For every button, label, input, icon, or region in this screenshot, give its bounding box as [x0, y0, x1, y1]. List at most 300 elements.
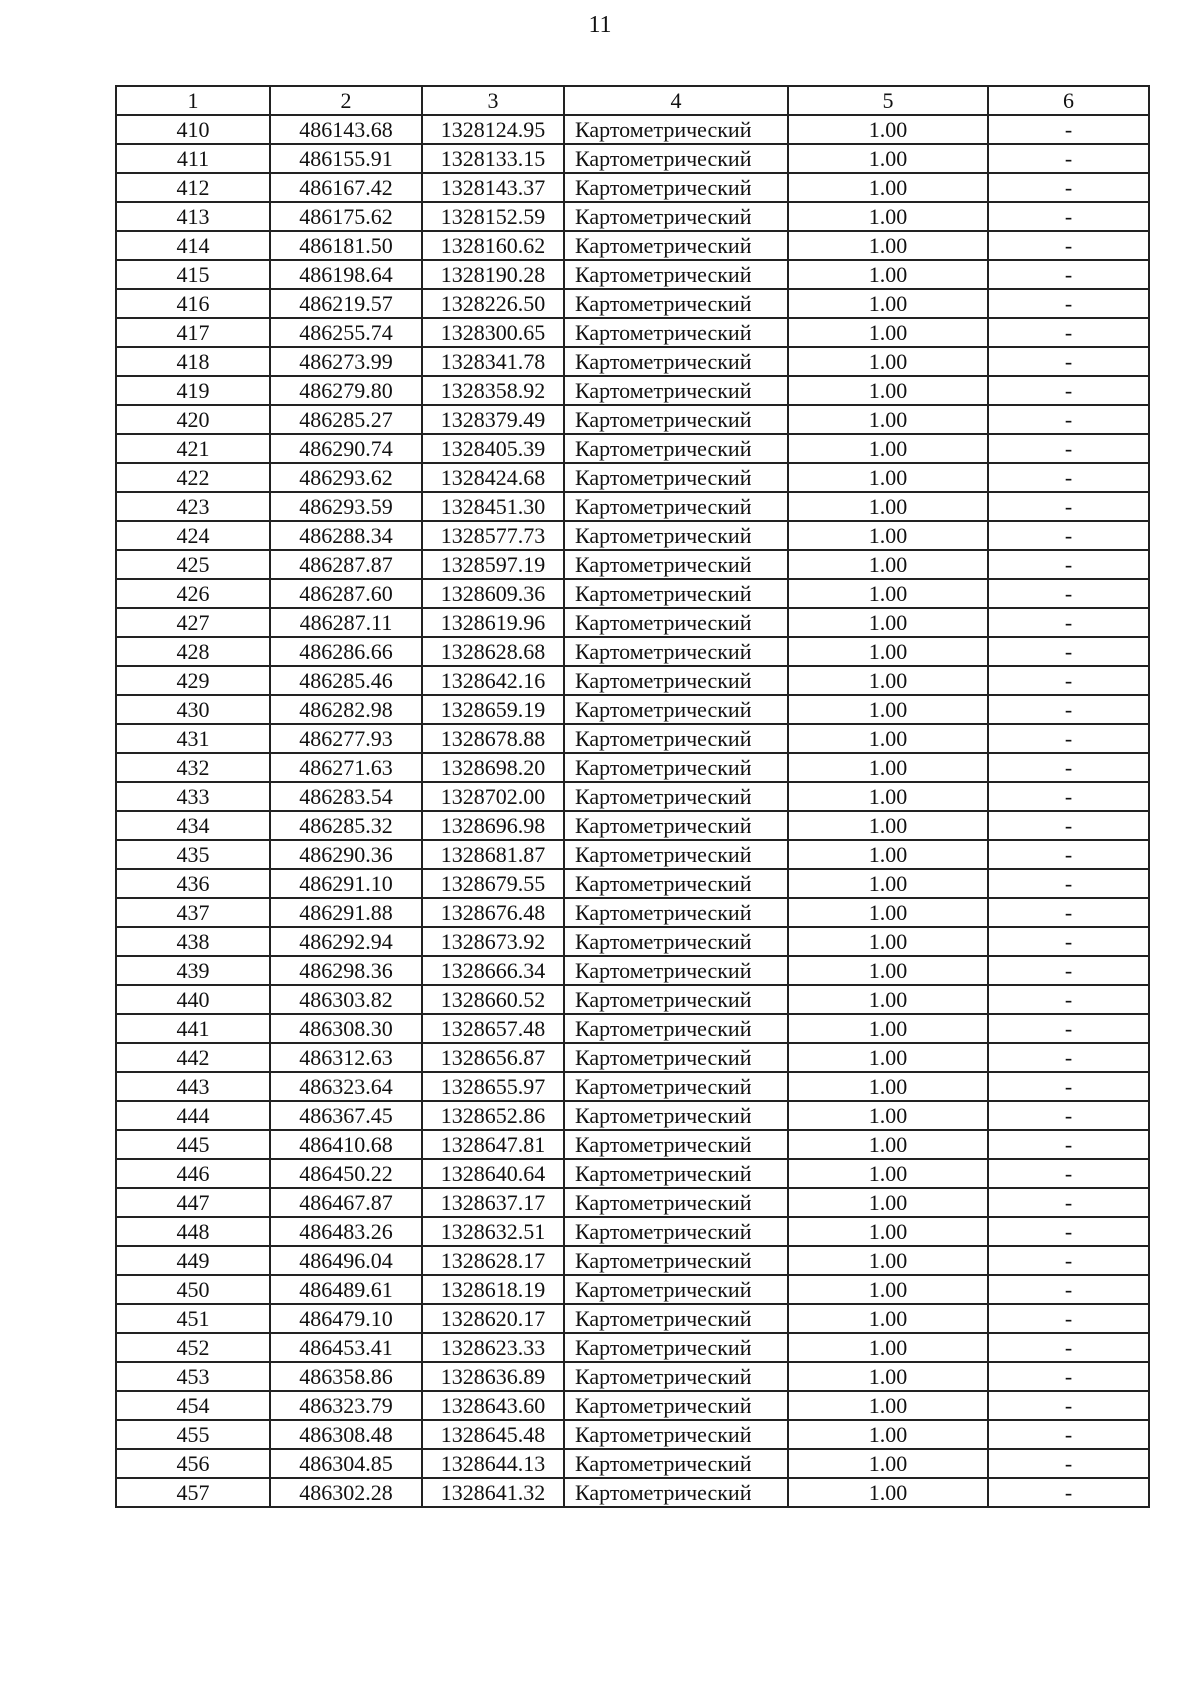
cell-y-coordinate: 1328678.88	[422, 724, 564, 753]
cell-method: Картометрический	[564, 1217, 788, 1246]
cell-note: -	[988, 1478, 1149, 1507]
cell-point-number: 439	[116, 956, 270, 985]
cell-x-coordinate: 486290.36	[270, 840, 422, 869]
cell-y-coordinate: 1328405.39	[422, 434, 564, 463]
cell-point-number: 449	[116, 1246, 270, 1275]
cell-note: -	[988, 492, 1149, 521]
cell-method: Картометрический	[564, 231, 788, 260]
table-row	[116, 289, 1149, 318]
cell-note: -	[988, 521, 1149, 550]
cell-y-coordinate: 1328640.64	[422, 1159, 564, 1188]
table-row	[116, 1072, 1149, 1101]
table-row	[116, 956, 1149, 985]
cell-y-coordinate: 1328597.19	[422, 550, 564, 579]
cell-point-number: 444	[116, 1101, 270, 1130]
cell-y-coordinate: 1328628.17	[422, 1246, 564, 1275]
cell-x-coordinate: 486479.10	[270, 1304, 422, 1333]
cell-point-number: 414	[116, 231, 270, 260]
cell-note: -	[988, 956, 1149, 985]
cell-note: -	[988, 1449, 1149, 1478]
cell-x-coordinate: 486483.26	[270, 1217, 422, 1246]
table-row	[116, 724, 1149, 753]
cell-method: Картометрический	[564, 376, 788, 405]
cell-y-coordinate: 1328143.37	[422, 173, 564, 202]
cell-x-coordinate: 486293.62	[270, 463, 422, 492]
table-row	[116, 1101, 1149, 1130]
cell-y-coordinate: 1328696.98	[422, 811, 564, 840]
cell-x-coordinate: 486450.22	[270, 1159, 422, 1188]
cell-note: -	[988, 1130, 1149, 1159]
cell-y-coordinate: 1328577.73	[422, 521, 564, 550]
cell-x-coordinate: 486143.68	[270, 115, 422, 144]
cell-note: -	[988, 1333, 1149, 1362]
cell-method: Картометрический	[564, 579, 788, 608]
cell-point-number: 411	[116, 144, 270, 173]
cell-method: Картометрический	[564, 1391, 788, 1420]
cell-point-number: 421	[116, 434, 270, 463]
cell-point-number: 445	[116, 1130, 270, 1159]
cell-x-coordinate: 486271.63	[270, 753, 422, 782]
cell-note: -	[988, 898, 1149, 927]
cell-y-coordinate: 1328636.89	[422, 1362, 564, 1391]
table-row	[116, 579, 1149, 608]
cell-accuracy: 1.00	[788, 1246, 988, 1275]
cell-point-number: 418	[116, 347, 270, 376]
cell-accuracy: 1.00	[788, 1217, 988, 1246]
table-row	[116, 927, 1149, 956]
cell-note: -	[988, 173, 1149, 202]
cell-note: -	[988, 1420, 1149, 1449]
cell-point-number: 435	[116, 840, 270, 869]
cell-x-coordinate: 486496.04	[270, 1246, 422, 1275]
cell-point-number: 452	[116, 1333, 270, 1362]
cell-point-number: 457	[116, 1478, 270, 1507]
cell-method: Картометрический	[564, 550, 788, 579]
cell-y-coordinate: 1328642.16	[422, 666, 564, 695]
cell-method: Картометрический	[564, 434, 788, 463]
table-row	[116, 1391, 1149, 1420]
table-row	[116, 1420, 1149, 1449]
cell-method: Картометрический	[564, 1130, 788, 1159]
cell-accuracy: 1.00	[788, 318, 988, 347]
cell-method: Картометрический	[564, 347, 788, 376]
cell-accuracy: 1.00	[788, 1072, 988, 1101]
table-row	[116, 782, 1149, 811]
table-row	[116, 840, 1149, 869]
cell-method: Картометрический	[564, 811, 788, 840]
cell-x-coordinate: 486291.10	[270, 869, 422, 898]
cell-x-coordinate: 486273.99	[270, 347, 422, 376]
cell-point-number: 450	[116, 1275, 270, 1304]
cell-x-coordinate: 486290.74	[270, 434, 422, 463]
cell-accuracy: 1.00	[788, 1101, 988, 1130]
cell-accuracy: 1.00	[788, 1130, 988, 1159]
cell-y-coordinate: 1328637.17	[422, 1188, 564, 1217]
cell-note: -	[988, 1101, 1149, 1130]
cell-x-coordinate: 486467.87	[270, 1188, 422, 1217]
cell-point-number: 429	[116, 666, 270, 695]
cell-method: Картометрический	[564, 1043, 788, 1072]
cell-y-coordinate: 1328190.28	[422, 260, 564, 289]
cell-accuracy: 1.00	[788, 1420, 988, 1449]
cell-point-number: 422	[116, 463, 270, 492]
cell-point-number: 428	[116, 637, 270, 666]
cell-accuracy: 1.00	[788, 1159, 988, 1188]
cell-accuracy: 1.00	[788, 1391, 988, 1420]
cell-point-number: 448	[116, 1217, 270, 1246]
table-row	[116, 1449, 1149, 1478]
cell-y-coordinate: 1328643.60	[422, 1391, 564, 1420]
cell-note: -	[988, 347, 1149, 376]
cell-accuracy: 1.00	[788, 231, 988, 260]
cell-y-coordinate: 1328641.32	[422, 1478, 564, 1507]
cell-note: -	[988, 260, 1149, 289]
cell-accuracy: 1.00	[788, 144, 988, 173]
cell-y-coordinate: 1328379.49	[422, 405, 564, 434]
cell-y-coordinate: 1328300.65	[422, 318, 564, 347]
table-row	[116, 1188, 1149, 1217]
table-row	[116, 347, 1149, 376]
cell-method: Картометрический	[564, 521, 788, 550]
cell-note: -	[988, 608, 1149, 637]
cell-point-number: 441	[116, 1014, 270, 1043]
page-number: 11	[588, 12, 612, 38]
cell-y-coordinate: 1328358.92	[422, 376, 564, 405]
cell-y-coordinate: 1328632.51	[422, 1217, 564, 1246]
cell-note: -	[988, 637, 1149, 666]
cell-method: Картометрический	[564, 492, 788, 521]
cell-method: Картометрический	[564, 1159, 788, 1188]
cell-accuracy: 1.00	[788, 927, 988, 956]
cell-point-number: 443	[116, 1072, 270, 1101]
cell-point-number: 415	[116, 260, 270, 289]
cell-y-coordinate: 1328660.52	[422, 985, 564, 1014]
cell-accuracy: 1.00	[788, 1188, 988, 1217]
cell-note: -	[988, 202, 1149, 231]
cell-x-coordinate: 486323.79	[270, 1391, 422, 1420]
cell-method: Картометрический	[564, 840, 788, 869]
cell-note: -	[988, 1188, 1149, 1217]
cell-x-coordinate: 486283.54	[270, 782, 422, 811]
cell-note: -	[988, 695, 1149, 724]
cell-x-coordinate: 486286.66	[270, 637, 422, 666]
header-col-2: 2	[270, 86, 422, 115]
cell-method: Картометрический	[564, 1101, 788, 1130]
cell-accuracy: 1.00	[788, 260, 988, 289]
cell-x-coordinate: 486410.68	[270, 1130, 422, 1159]
cell-method: Картометрический	[564, 1304, 788, 1333]
cell-x-coordinate: 486175.62	[270, 202, 422, 231]
cell-method: Картометрический	[564, 1420, 788, 1449]
cell-accuracy: 1.00	[788, 376, 988, 405]
cell-method: Картометрический	[564, 898, 788, 927]
table-row	[116, 869, 1149, 898]
cell-x-coordinate: 486292.94	[270, 927, 422, 956]
cell-accuracy: 1.00	[788, 405, 988, 434]
cell-x-coordinate: 486291.88	[270, 898, 422, 927]
cell-accuracy: 1.00	[788, 811, 988, 840]
cell-point-number: 453	[116, 1362, 270, 1391]
cell-y-coordinate: 1328676.48	[422, 898, 564, 927]
cell-method: Картометрический	[564, 1449, 788, 1478]
cell-point-number: 416	[116, 289, 270, 318]
cell-note: -	[988, 405, 1149, 434]
table-body	[116, 115, 1149, 1507]
table-header	[116, 86, 1149, 115]
cell-note: -	[988, 927, 1149, 956]
cell-method: Картометрический	[564, 608, 788, 637]
cell-x-coordinate: 486358.86	[270, 1362, 422, 1391]
header-col-3: 3	[422, 86, 564, 115]
cell-note: -	[988, 1362, 1149, 1391]
cell-method: Картометрический	[564, 173, 788, 202]
cell-y-coordinate: 1328655.97	[422, 1072, 564, 1101]
table-row	[116, 231, 1149, 260]
cell-x-coordinate: 486219.57	[270, 289, 422, 318]
cell-x-coordinate: 486181.50	[270, 231, 422, 260]
table-row	[116, 260, 1149, 289]
cell-y-coordinate: 1328681.87	[422, 840, 564, 869]
cell-y-coordinate: 1328647.81	[422, 1130, 564, 1159]
table-row	[116, 985, 1149, 1014]
cell-y-coordinate: 1328698.20	[422, 753, 564, 782]
cell-method: Картометрический	[564, 782, 788, 811]
table-row	[116, 492, 1149, 521]
cell-point-number: 419	[116, 376, 270, 405]
cell-method: Картометрический	[564, 1333, 788, 1362]
cell-method: Картометрический	[564, 724, 788, 753]
cell-method: Картометрический	[564, 1188, 788, 1217]
table-row	[116, 144, 1149, 173]
cell-y-coordinate: 1328702.00	[422, 782, 564, 811]
table-row	[116, 637, 1149, 666]
table-row	[116, 1043, 1149, 1072]
header-col-6: 6	[988, 86, 1149, 115]
cell-point-number: 440	[116, 985, 270, 1014]
cell-x-coordinate: 486287.87	[270, 550, 422, 579]
cell-point-number: 434	[116, 811, 270, 840]
cell-y-coordinate: 1328451.30	[422, 492, 564, 521]
cell-accuracy: 1.00	[788, 666, 988, 695]
cell-accuracy: 1.00	[788, 956, 988, 985]
cell-note: -	[988, 376, 1149, 405]
cell-y-coordinate: 1328424.68	[422, 463, 564, 492]
table-row	[116, 1246, 1149, 1275]
cell-accuracy: 1.00	[788, 898, 988, 927]
cell-accuracy: 1.00	[788, 579, 988, 608]
table-row	[116, 608, 1149, 637]
table-row	[116, 898, 1149, 927]
cell-accuracy: 1.00	[788, 695, 988, 724]
cell-x-coordinate: 486288.34	[270, 521, 422, 550]
cell-point-number: 413	[116, 202, 270, 231]
cell-note: -	[988, 782, 1149, 811]
cell-y-coordinate: 1328618.19	[422, 1275, 564, 1304]
cell-accuracy: 1.00	[788, 608, 988, 637]
cell-note: -	[988, 144, 1149, 173]
cell-note: -	[988, 231, 1149, 260]
cell-y-coordinate: 1328652.86	[422, 1101, 564, 1130]
cell-note: -	[988, 463, 1149, 492]
cell-accuracy: 1.00	[788, 1333, 988, 1362]
cell-note: -	[988, 666, 1149, 695]
cell-note: -	[988, 840, 1149, 869]
cell-y-coordinate: 1328673.92	[422, 927, 564, 956]
cell-method: Картометрический	[564, 144, 788, 173]
cell-note: -	[988, 289, 1149, 318]
cell-note: -	[988, 1043, 1149, 1072]
header-col-4: 4	[564, 86, 788, 115]
table-row	[116, 753, 1149, 782]
cell-note: -	[988, 1217, 1149, 1246]
cell-method: Картометрический	[564, 1362, 788, 1391]
cell-accuracy: 1.00	[788, 1478, 988, 1507]
cell-accuracy: 1.00	[788, 637, 988, 666]
cell-point-number: 433	[116, 782, 270, 811]
cell-note: -	[988, 811, 1149, 840]
cell-method: Картометрический	[564, 1072, 788, 1101]
cell-method: Картометрический	[564, 260, 788, 289]
table-row	[116, 376, 1149, 405]
cell-accuracy: 1.00	[788, 173, 988, 202]
cell-x-coordinate: 486287.11	[270, 608, 422, 637]
cell-y-coordinate: 1328623.33	[422, 1333, 564, 1362]
cell-accuracy: 1.00	[788, 985, 988, 1014]
cell-point-number: 424	[116, 521, 270, 550]
table-row	[116, 1217, 1149, 1246]
cell-method: Картометрический	[564, 1275, 788, 1304]
cell-note: -	[988, 1246, 1149, 1275]
coordinates-table	[115, 85, 1150, 1508]
cell-accuracy: 1.00	[788, 753, 988, 782]
table-row	[116, 115, 1149, 144]
cell-point-number: 451	[116, 1304, 270, 1333]
cell-point-number: 431	[116, 724, 270, 753]
cell-method: Картометрический	[564, 927, 788, 956]
cell-x-coordinate: 486282.98	[270, 695, 422, 724]
cell-point-number: 437	[116, 898, 270, 927]
table-row	[116, 1275, 1149, 1304]
cell-y-coordinate: 1328152.59	[422, 202, 564, 231]
table-row	[116, 695, 1149, 724]
cell-y-coordinate: 1328644.13	[422, 1449, 564, 1478]
cell-note: -	[988, 115, 1149, 144]
table-row	[116, 318, 1149, 347]
table-row	[116, 1362, 1149, 1391]
cell-x-coordinate: 486298.36	[270, 956, 422, 985]
cell-y-coordinate: 1328133.15	[422, 144, 564, 173]
cell-method: Картометрический	[564, 289, 788, 318]
cell-method: Картометрический	[564, 1478, 788, 1507]
cell-note: -	[988, 985, 1149, 1014]
cell-note: -	[988, 579, 1149, 608]
table-row	[116, 666, 1149, 695]
cell-x-coordinate: 486453.41	[270, 1333, 422, 1362]
cell-method: Картометрический	[564, 753, 788, 782]
cell-note: -	[988, 1072, 1149, 1101]
cell-method: Картометрический	[564, 869, 788, 898]
cell-x-coordinate: 486304.85	[270, 1449, 422, 1478]
cell-note: -	[988, 869, 1149, 898]
cell-accuracy: 1.00	[788, 724, 988, 753]
table-row	[116, 1478, 1149, 1507]
header-col-1: 1	[116, 86, 270, 115]
cell-point-number: 455	[116, 1420, 270, 1449]
cell-point-number: 412	[116, 173, 270, 202]
cell-method: Картометрический	[564, 463, 788, 492]
cell-x-coordinate: 486279.80	[270, 376, 422, 405]
table-row	[116, 202, 1149, 231]
cell-x-coordinate: 486155.91	[270, 144, 422, 173]
cell-method: Картометрический	[564, 1246, 788, 1275]
cell-method: Картометрический	[564, 637, 788, 666]
cell-point-number: 410	[116, 115, 270, 144]
cell-x-coordinate: 486312.63	[270, 1043, 422, 1072]
cell-method: Картометрический	[564, 115, 788, 144]
cell-method: Картометрический	[564, 405, 788, 434]
cell-point-number: 446	[116, 1159, 270, 1188]
cell-accuracy: 1.00	[788, 550, 988, 579]
cell-point-number: 426	[116, 579, 270, 608]
cell-x-coordinate: 486277.93	[270, 724, 422, 753]
cell-x-coordinate: 486489.61	[270, 1275, 422, 1304]
cell-method: Картометрический	[564, 956, 788, 985]
cell-method: Картометрический	[564, 202, 788, 231]
cell-y-coordinate: 1328679.55	[422, 869, 564, 898]
cell-accuracy: 1.00	[788, 347, 988, 376]
table-row	[116, 521, 1149, 550]
cell-accuracy: 1.00	[788, 521, 988, 550]
cell-y-coordinate: 1328645.48	[422, 1420, 564, 1449]
cell-x-coordinate: 486293.59	[270, 492, 422, 521]
table-row	[116, 1159, 1149, 1188]
table-row	[116, 173, 1149, 202]
cell-accuracy: 1.00	[788, 1043, 988, 1072]
cell-note: -	[988, 550, 1149, 579]
table-row	[116, 1304, 1149, 1333]
cell-accuracy: 1.00	[788, 492, 988, 521]
cell-accuracy: 1.00	[788, 1304, 988, 1333]
cell-method: Картометрический	[564, 318, 788, 347]
cell-accuracy: 1.00	[788, 1275, 988, 1304]
cell-y-coordinate: 1328609.36	[422, 579, 564, 608]
table-row	[116, 405, 1149, 434]
cell-accuracy: 1.00	[788, 1449, 988, 1478]
cell-y-coordinate: 1328226.50	[422, 289, 564, 318]
cell-y-coordinate: 1328659.19	[422, 695, 564, 724]
cell-accuracy: 1.00	[788, 840, 988, 869]
cell-point-number: 438	[116, 927, 270, 956]
cell-x-coordinate: 486367.45	[270, 1101, 422, 1130]
table-row	[116, 550, 1149, 579]
cell-point-number: 427	[116, 608, 270, 637]
cell-accuracy: 1.00	[788, 434, 988, 463]
cell-y-coordinate: 1328628.68	[422, 637, 564, 666]
cell-accuracy: 1.00	[788, 289, 988, 318]
cell-y-coordinate: 1328666.34	[422, 956, 564, 985]
table-row	[116, 463, 1149, 492]
cell-accuracy: 1.00	[788, 115, 988, 144]
cell-x-coordinate: 486255.74	[270, 318, 422, 347]
cell-x-coordinate: 486287.60	[270, 579, 422, 608]
cell-note: -	[988, 1391, 1149, 1420]
cell-point-number: 454	[116, 1391, 270, 1420]
cell-accuracy: 1.00	[788, 202, 988, 231]
table-row	[116, 1333, 1149, 1362]
cell-note: -	[988, 318, 1149, 347]
cell-y-coordinate: 1328619.96	[422, 608, 564, 637]
cell-point-number: 432	[116, 753, 270, 782]
